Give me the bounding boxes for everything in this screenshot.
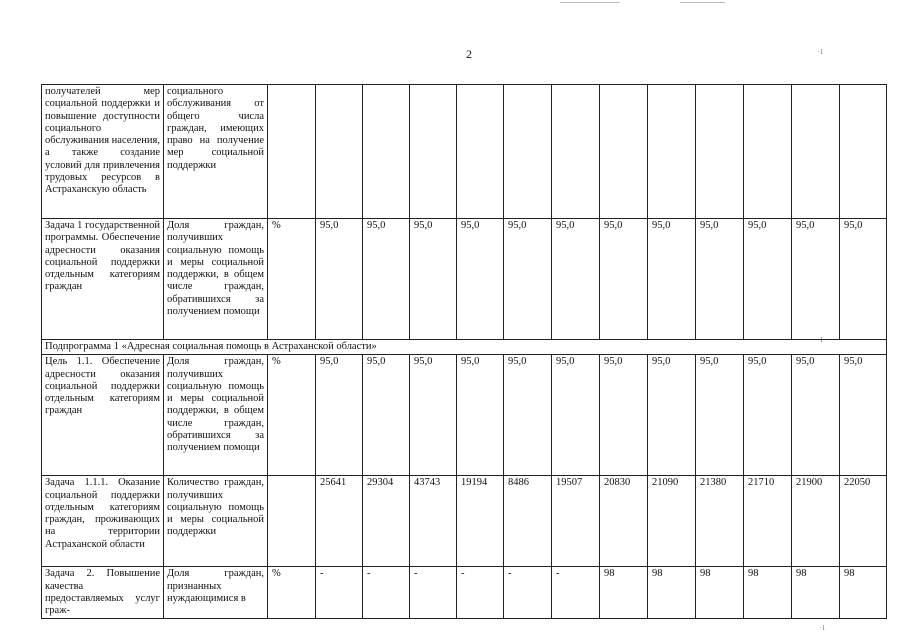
unit-cell xyxy=(268,476,316,567)
scan-mark: ∙1 xyxy=(818,336,824,344)
value-cell xyxy=(504,85,552,219)
value-cell: 95,0 xyxy=(410,219,457,340)
indicator-cell: Количество граждан, получивших социальную помощь и меры социальной поддержки xyxy=(164,476,268,567)
indicator-cell: Доля граждан, признанных нуждающимися в xyxy=(164,567,268,619)
indicator-cell: Доля граждан, получивших социальную помощь и меры социальной поддержки, в общем числе граждан, обратившихся за получением помощи xyxy=(164,355,268,476)
value-cell: 95,0 xyxy=(410,355,457,476)
scan-artifact-line xyxy=(680,2,725,3)
indicator-cell: Доля граждан, получивших социальную помощь и меры социальной поддержки, в общем числе граждан, обратившихся за получением помощи xyxy=(164,219,268,340)
value-cell: - xyxy=(504,567,552,619)
value-cell: 98 xyxy=(792,567,840,619)
value-cell: 95,0 xyxy=(792,219,840,340)
value-cell xyxy=(457,85,504,219)
indicator-cell: социального обслуживания от общего числа граждан, имеющих право на получение мер социальной поддержки xyxy=(164,85,268,219)
value-cell xyxy=(316,85,363,219)
table-row xyxy=(42,476,887,567)
value-cell: - xyxy=(316,567,363,619)
value-cell xyxy=(552,85,600,219)
value-cell: 95,0 xyxy=(504,219,552,340)
value-cell: 95,0 xyxy=(600,355,648,476)
value-cell: 95,0 xyxy=(696,219,744,340)
goal-cell: получателей мер социальной поддержки и повышение доступности социального обслуживания населения, а также создание условий для привлечения трудовых ресурсов в Астраханскую область xyxy=(42,85,164,219)
goal-cell: Цель 1.1. Обеспечение адресности оказания социальной поддержки отдельным категориям граждан xyxy=(42,355,164,476)
value-cell: 95,0 xyxy=(457,355,504,476)
value-cell xyxy=(648,85,696,219)
value-cell: 21380 xyxy=(696,476,744,567)
value-cell xyxy=(744,85,792,219)
value-cell: - xyxy=(457,567,504,619)
subprogram-row xyxy=(42,340,887,355)
value-cell: 95,0 xyxy=(363,219,410,340)
subprogram-title: Подпрограмма 1 «Адресная социальная помощь в Астраханской области» xyxy=(42,340,887,355)
value-cell xyxy=(363,85,410,219)
value-cell: 95,0 xyxy=(648,355,696,476)
value-cell: 95,0 xyxy=(504,355,552,476)
value-cell: 95,0 xyxy=(316,355,363,476)
scan-mark: ∙1 xyxy=(818,48,824,56)
value-cell xyxy=(792,85,840,219)
value-cell: 43743 xyxy=(410,476,457,567)
scan-mark: ∙1 xyxy=(820,624,826,632)
value-cell: 95,0 xyxy=(744,219,792,340)
value-cell: 95,0 xyxy=(648,219,696,340)
value-cell: 19194 xyxy=(457,476,504,567)
value-cell: 19507 xyxy=(552,476,600,567)
value-cell: 98 xyxy=(600,567,648,619)
value-cell: 98 xyxy=(648,567,696,619)
goal-cell: Задача 1.1.1. Оказание социальной поддержки отдельным категориям граждан, проживающих на территории Астраханской области xyxy=(42,476,164,567)
page-number: 2 xyxy=(466,47,472,61)
value-cell: 25641 xyxy=(316,476,363,567)
value-cell: 95,0 xyxy=(792,355,840,476)
value-cell: - xyxy=(552,567,600,619)
goal-cell: Задача 1 государственной программы. Обеспечение адресности оказания социальной поддержки отдельным категориям граждан xyxy=(42,219,164,340)
value-cell: 29304 xyxy=(363,476,410,567)
value-cell: 8486 xyxy=(504,476,552,567)
value-cell: 95,0 xyxy=(600,219,648,340)
value-cell xyxy=(696,85,744,219)
value-cell: 95,0 xyxy=(552,219,600,340)
unit-cell: % xyxy=(268,355,316,476)
value-cell: 98 xyxy=(696,567,744,619)
scan-artifact-line xyxy=(560,2,620,3)
value-cell: 95,0 xyxy=(457,219,504,340)
value-cell: 98 xyxy=(744,567,792,619)
value-cell: 95,0 xyxy=(363,355,410,476)
table-row xyxy=(42,219,887,340)
value-cell: 21900 xyxy=(792,476,840,567)
value-cell: 95,0 xyxy=(840,355,887,476)
value-cell xyxy=(410,85,457,219)
value-cell: 95,0 xyxy=(316,219,363,340)
unit-cell xyxy=(268,85,316,219)
unit-cell: % xyxy=(268,567,316,619)
indicators-table xyxy=(41,84,887,619)
value-cell: 95,0 xyxy=(552,355,600,476)
value-cell: 20830 xyxy=(600,476,648,567)
value-cell: 21710 xyxy=(744,476,792,567)
value-cell: - xyxy=(410,567,457,619)
value-cell: 21090 xyxy=(648,476,696,567)
table-row xyxy=(42,355,887,476)
value-cell: - xyxy=(363,567,410,619)
table-row xyxy=(42,85,887,219)
value-cell xyxy=(840,85,887,219)
table-row xyxy=(42,567,887,619)
value-cell: 95,0 xyxy=(696,355,744,476)
unit-cell: % xyxy=(268,219,316,340)
value-cell: 95,0 xyxy=(840,219,887,340)
goal-cell: Задача 2. Повышение качества предоставляемых услуг граж- xyxy=(42,567,164,619)
value-cell: 95,0 xyxy=(744,355,792,476)
value-cell xyxy=(600,85,648,219)
value-cell: 98 xyxy=(840,567,887,619)
value-cell: 22050 xyxy=(840,476,887,567)
